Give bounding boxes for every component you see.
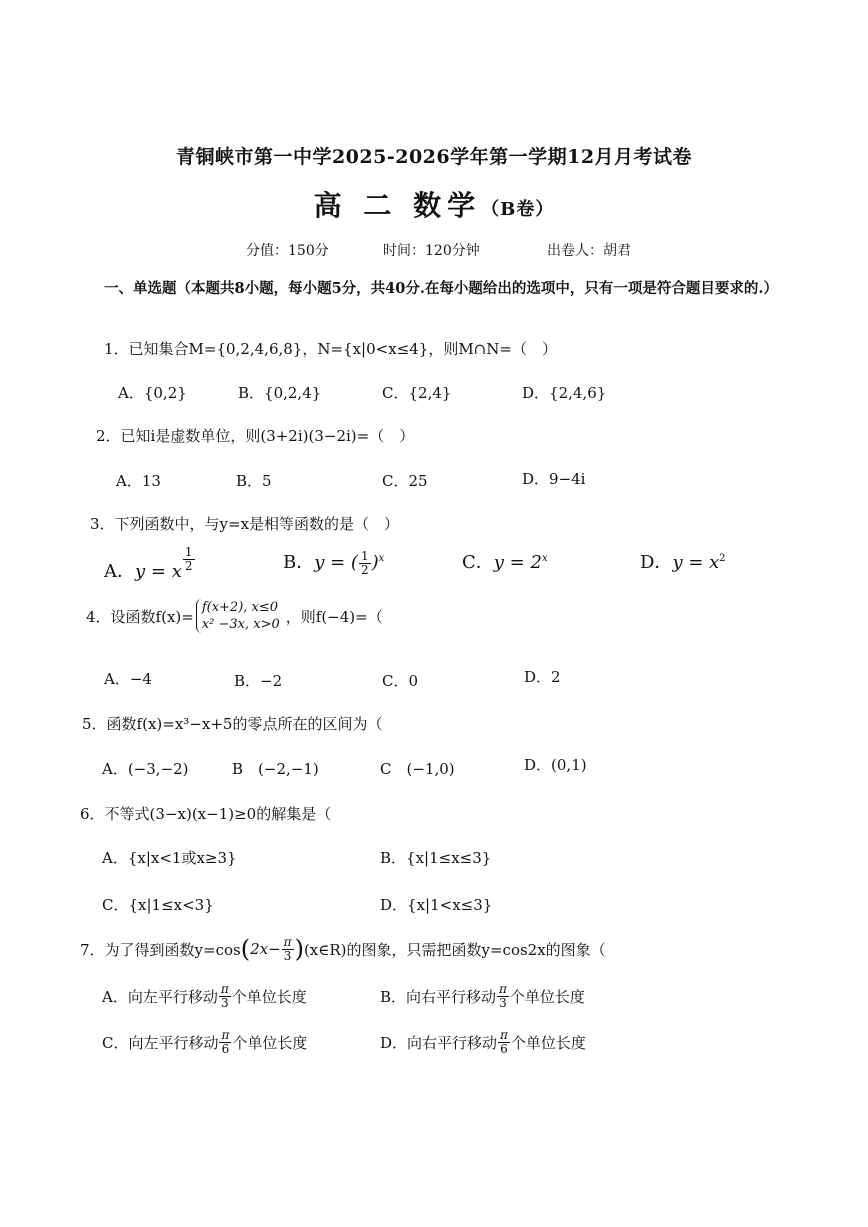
subject-name: 高 二 数学 <box>313 189 482 222</box>
q1-option-b: B．{0,2,4} <box>238 384 322 402</box>
q3-option-d: D．$y = x^2$ <box>640 552 726 573</box>
score-info: 分值：150分 <box>246 243 329 259</box>
q7-option-c: C．向左平行移动 $\frac{\pi}{6}$ 个单位长度 <box>102 1028 308 1056</box>
q1-option-d: D．{2,4,6} <box>522 384 607 402</box>
q2-option-c: C．25 <box>382 472 428 490</box>
q3-option-b-letter: B． <box>283 552 315 573</box>
subject-title <box>0 184 868 224</box>
q7-option-c-suffix: 个单位长度 <box>232 1034 308 1052</box>
q2-option-a: A．13 <box>116 472 161 490</box>
question-5-stem: 5．函数f(x)=x³−x+5的零点所在的区间为（ <box>82 715 383 733</box>
q1-option-c: C．{2,4} <box>382 384 452 402</box>
q4-option-d: D．2 <box>524 668 561 686</box>
q5-option-d: D．(0,1) <box>524 756 587 774</box>
question-4-stem <box>86 599 383 633</box>
q7-option-d-text: D．向右平行移动 <box>380 1034 498 1052</box>
q1-option-a: A．{0,2} <box>118 384 187 402</box>
q3-option-b: B．y = ( $\frac{1}{2}$ )$^x$ <box>283 548 385 577</box>
q6-option-a: A．{x|x<1或x≥3} <box>102 849 237 867</box>
q7-mid: (x∈R)的图象，只需把函数y=cos2x的图象（ <box>303 940 606 959</box>
q4-suffix: ，则f(−4)=（ <box>285 607 383 626</box>
q4-option-b: B．−2 <box>234 672 283 690</box>
q7-option-a-text: A．向左平行移动 <box>102 988 218 1006</box>
q7-option-b-suffix: 个单位长度 <box>509 988 585 1006</box>
q7-option-b: B．向右平行移动 $\frac{\pi}{3}$ 个单位长度 <box>380 982 585 1010</box>
q2-option-d: D．9−4i <box>522 470 586 488</box>
q7-option-d-suffix: 个单位长度 <box>510 1034 586 1052</box>
q3-option-d-letter: D． <box>640 552 673 573</box>
author-info: 出卷人：胡君 <box>547 243 631 259</box>
q7-option-b-text: B．向右平行移动 <box>380 988 497 1006</box>
question-1-stem: 1．已知集合M={0,2,4,6,8}，N={x|0<x≤4}，则M∩N=（ ） <box>104 340 557 358</box>
time-info: 时间：120分钟 <box>383 243 480 259</box>
q7-option-c-text: C．向左平行移动 <box>102 1034 219 1052</box>
paper-variant: （B卷） <box>481 199 555 220</box>
question-3-stem: 3．下列函数中，与y=x是相等函数的是（ ） <box>90 515 400 533</box>
section-heading: 一、单选题（本题共8小题，每小题5分，共40分.在每小题给出的选项中，只有一项是符合题目要求的.） <box>104 280 778 297</box>
q5-option-a: A．(−3,−2) <box>102 760 189 778</box>
q3-option-a: A．y = x $^{\frac{1}{2}}$ <box>104 545 193 582</box>
q6-option-c: C．{x|1≤x<3} <box>102 896 214 914</box>
q6-option-d: D．{x|1<x≤3} <box>380 896 493 914</box>
q6-option-b: B．{x|1≤x≤3} <box>380 849 492 867</box>
piecewise-function <box>196 599 280 633</box>
question-6-stem: 6．不等式(3−x)(x−1)≥0的解集是（ <box>80 805 332 823</box>
q7-option-d: D．向右平行移动 $\frac{\pi}{6}$ 个单位长度 <box>380 1028 586 1056</box>
q5-option-c: C (−1,0) <box>380 760 455 778</box>
q4-option-a: A．−4 <box>104 670 152 688</box>
q7-option-a: A．向左平行移动 $\frac{\pi}{3}$ 个单位长度 <box>102 982 307 1010</box>
q7-prefix: 7．为了得到函数y=cos <box>80 940 241 959</box>
q4-option-c: C．0 <box>382 672 419 690</box>
question-2-stem: 2．已知i是虚数单位，则(3+2i)(3−2i)=（ ） <box>96 427 415 445</box>
q3-option-c: C．$y = 2^x$ <box>462 552 548 573</box>
q7-option-a-suffix: 个单位长度 <box>231 988 307 1006</box>
question-7-stem: 7．为了得到函数y=cos ( 2x− $\frac{\pi}{3}$ ) (x∈R)的图象，只需把函数y=cos2x的图象（ <box>80 934 606 963</box>
q3-option-c-letter: C． <box>462 552 494 573</box>
q4-prefix: 4．设函数f(x)= <box>86 607 194 626</box>
q2-option-b: B．5 <box>236 472 272 490</box>
piece-2: x² −3x, x>0 <box>201 617 280 632</box>
q3-option-a-letter: A． <box>104 561 135 582</box>
q5-option-b: B (−2,−1) <box>232 760 319 778</box>
exam-title: 青铜峡市第一中学2025-2026学年第一学期12月月考试卷 <box>175 146 693 168</box>
piece-1: f(x+2), x≤0 <box>201 600 279 615</box>
